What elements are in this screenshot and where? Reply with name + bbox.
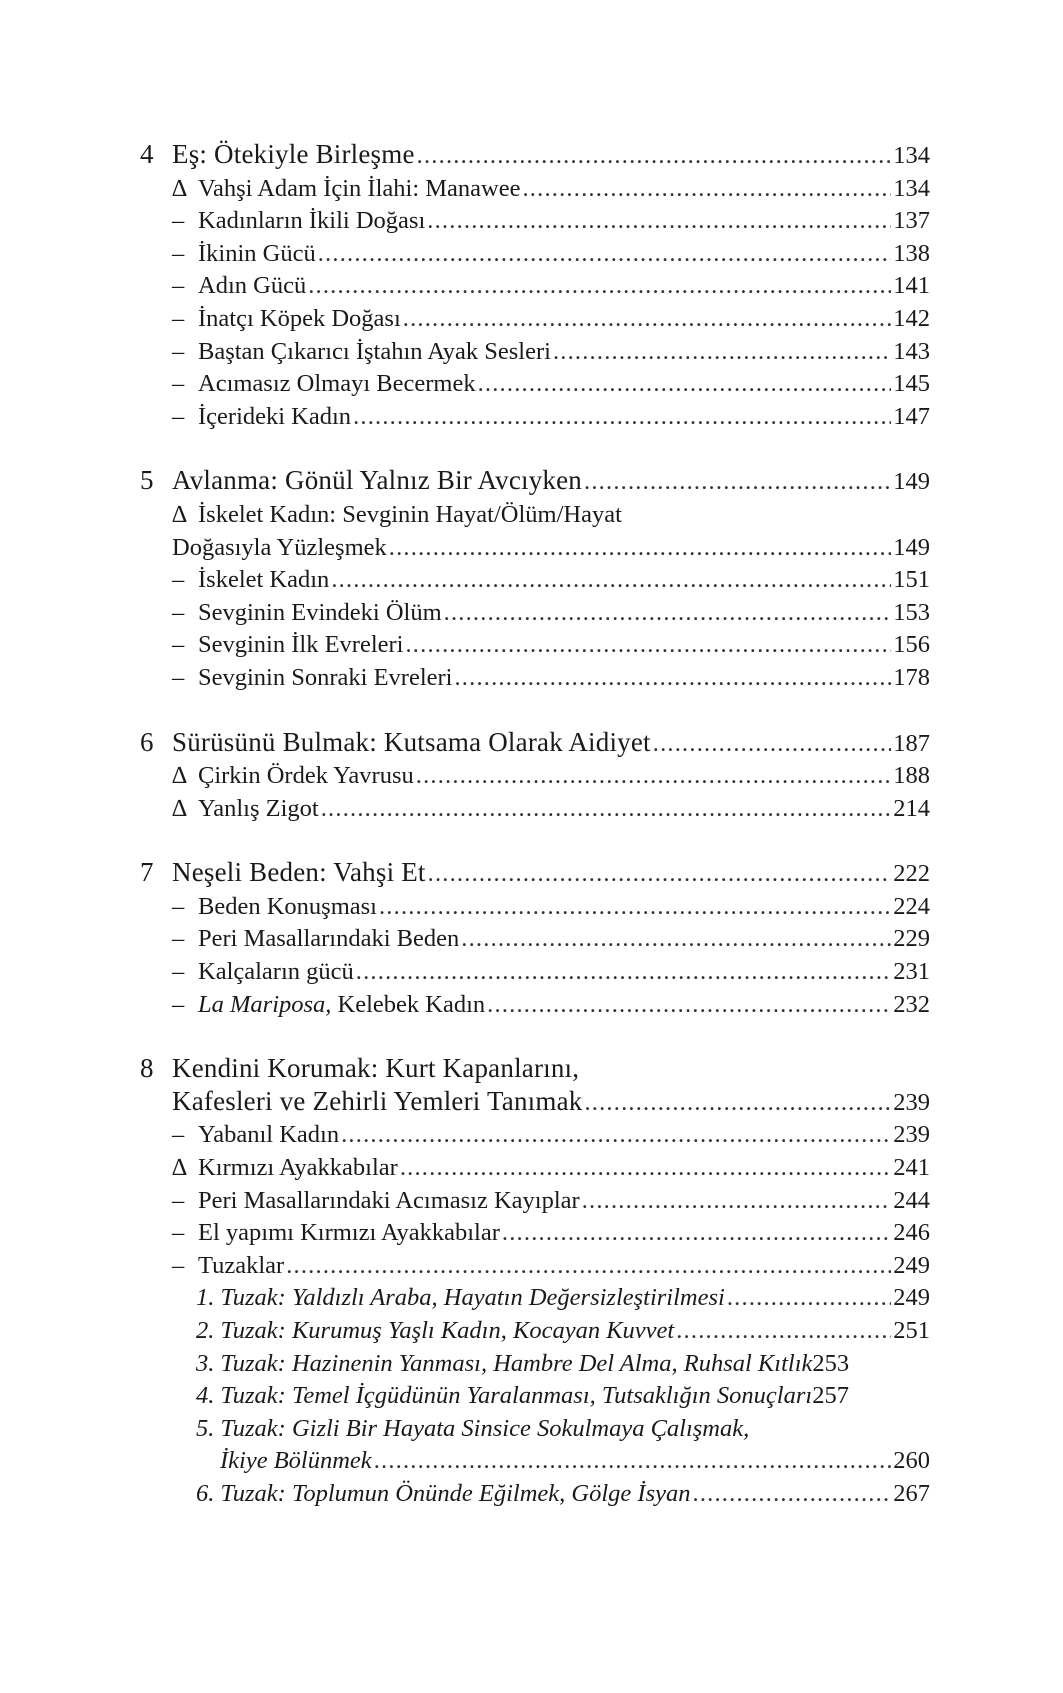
chapter-4 (140, 138, 930, 433)
toc-entry (140, 564, 930, 597)
entry-title: Yanlış Zigot (198, 794, 319, 822)
page-number: 260 (893, 1447, 930, 1475)
page-number: 134 (893, 142, 930, 169)
trap-title: 1. Tuzak: Yaldızlı Araba, Hayatın Değersizleştirilmesi (196, 1284, 725, 1312)
page-number: 187 (893, 729, 930, 757)
dot-leader (318, 238, 892, 271)
page-number: 149 (893, 468, 930, 496)
dot-leader (389, 532, 891, 565)
toc-entry (140, 303, 930, 336)
dash-marker: – (172, 304, 185, 332)
trap-entry (140, 1445, 930, 1478)
page-number: 239 (893, 1121, 930, 1149)
dot-leader (353, 401, 891, 434)
story-marker: ∆ (172, 1154, 187, 1182)
dash-marker: – (172, 958, 185, 986)
dash-marker: – (172, 663, 185, 691)
dot-leader (444, 597, 892, 630)
page-number: 251 (893, 1317, 930, 1344)
chapter-6 (140, 726, 930, 826)
page-number: 214 (893, 794, 930, 822)
dash-marker: – (172, 370, 185, 398)
trap-title: 6. Tuzak: Toplumun Önünde Eğilmek, Gölge İsyan (196, 1479, 691, 1507)
chapter-title-line1: Kendini Korumak: Kurt Kapanlarını, (172, 1053, 580, 1084)
story-marker: ∆ (172, 500, 187, 528)
entry-title: Çirkin Ördek Yavrusu (198, 762, 414, 790)
entry-title: İkinin Gücü (198, 239, 316, 267)
trap-entry (140, 1380, 930, 1413)
dash-marker: – (172, 1251, 185, 1279)
toc-entry (140, 532, 930, 565)
toc-entry (140, 891, 930, 924)
chapter-number: 6 (140, 726, 154, 757)
page-number: 244 (893, 1186, 930, 1214)
dash-marker: – (172, 892, 185, 920)
dash-marker: – (172, 631, 185, 659)
page-number: 149 (893, 533, 930, 561)
chapter-7 (140, 856, 930, 1021)
toc-entry (140, 401, 930, 434)
dot-leader (400, 1152, 891, 1185)
trap-title: 2. Tuzak: Kurumuş Yaşlı Kadın, Kocayan Kuvvet (196, 1317, 675, 1344)
page-number: 224 (893, 892, 930, 920)
chapter-title: Kafesleri ve Zehirli Yemleri Tanımak (172, 1085, 583, 1116)
page-number: 232 (893, 990, 930, 1018)
dot-leader (478, 368, 892, 401)
entry-title: Acımasız Olmayı Becermek (198, 370, 476, 398)
entry-title: Sevginin İlk Evreleri (198, 631, 404, 659)
toc-entry (140, 793, 930, 826)
dot-leader (341, 1119, 891, 1152)
page-number: 257 (812, 1382, 849, 1410)
chapter-number: 8 (140, 1053, 154, 1084)
dot-leader (502, 1217, 891, 1250)
entry-title: Doğasıyla Yüzleşmek (172, 533, 387, 561)
page-number: 267 (893, 1479, 930, 1507)
page-number: 239 (893, 1088, 930, 1116)
toc-entry (140, 336, 930, 369)
page-number: 141 (893, 272, 930, 300)
table-of-contents (140, 138, 930, 1542)
toc-entry (140, 760, 930, 793)
dot-leader (403, 303, 892, 336)
chapter-title: Avlanma: Gönül Yalnız Bir Avcıyken (172, 465, 583, 496)
trap-entry (140, 1348, 930, 1381)
dot-leader (428, 858, 892, 891)
chapter-title: Sürüsünü Bulmak: Kutsama Olarak Aidiyet (172, 726, 651, 757)
entry-title: Kalçaların gücü (198, 958, 354, 986)
toc-entry (140, 238, 930, 271)
dot-leader (286, 1250, 891, 1283)
entry-title: İskelet Kadın (198, 566, 330, 594)
story-marker: ∆ (172, 794, 187, 822)
dot-leader (454, 662, 891, 695)
chapter-number: 5 (140, 465, 154, 496)
dot-leader (487, 989, 891, 1022)
page-number: 231 (893, 958, 930, 986)
page-number: 137 (893, 207, 930, 235)
entry-title: Adın Gücü (198, 272, 307, 300)
page-number: 178 (893, 663, 930, 691)
trap-entry (140, 1315, 930, 1348)
dot-leader (321, 793, 892, 826)
trap-title: 3. Tuzak: Hazinenin Yanması, Hambre Del Alma, Ruhsal Kıtlık (196, 1349, 813, 1377)
page-number: 188 (893, 762, 930, 790)
chapter-heading (140, 726, 930, 761)
page-number: 156 (893, 631, 930, 659)
dash-marker: – (172, 272, 185, 300)
dot-leader (693, 1478, 892, 1511)
toc-entry (140, 629, 930, 662)
entry-title: Tuzaklar (198, 1251, 285, 1279)
trap-title-line1: 5. Tuzak: Gizli Bir Hayata Sinsice Sokulmaya Çalışmak, (196, 1414, 750, 1442)
entry-title: Beden Konuşması (198, 892, 377, 920)
dot-leader (417, 140, 892, 173)
entry-title: El yapımı Kırmızı Ayakkabılar (198, 1219, 500, 1247)
chapter-heading (140, 138, 930, 173)
dot-leader (553, 336, 891, 369)
dot-leader (582, 1185, 892, 1218)
dash-marker: – (172, 337, 185, 365)
page-number: 229 (893, 925, 930, 953)
entry-title-italic: La Mariposa, (198, 990, 332, 1018)
story-marker: ∆ (172, 174, 187, 202)
dot-leader (653, 728, 892, 761)
dot-leader (427, 205, 891, 238)
toc-entry (140, 173, 930, 206)
page-number: 142 (893, 304, 930, 332)
dash-marker: – (172, 990, 185, 1018)
entry-title: Sevginin Sonraki Evreleri (198, 663, 453, 691)
toc-entry (140, 989, 930, 1022)
entry-title: İçerideki Kadın (198, 402, 352, 430)
entry-title: Peri Masallarındaki Beden (198, 925, 460, 953)
story-marker: ∆ (172, 762, 187, 790)
trap-entry (140, 1282, 930, 1315)
entry-title: Kırmızı Ayakkabılar (198, 1154, 398, 1182)
chapter-heading-first-line (140, 1052, 930, 1085)
dot-leader (676, 1315, 891, 1348)
chapter-title: Eş: Ötekiyle Birleşme (172, 139, 415, 169)
dash-marker: – (172, 1186, 185, 1214)
entry-title: İnatçı Köpek Doğası (198, 304, 401, 332)
trap-title: 4. Tuzak: Temel İçgüdünün Yaralanması, Tutsaklığın Sonuçları (196, 1382, 813, 1410)
entry-title: Vahşi Adam İçin İlahi: Manawee (198, 174, 521, 202)
dash-marker: – (172, 1121, 185, 1149)
toc-entry (140, 956, 930, 989)
dash-marker: – (172, 566, 185, 594)
page-number: 147 (893, 402, 930, 430)
toc-entry (140, 205, 930, 238)
toc-entry (140, 1119, 930, 1152)
page-number: 153 (893, 598, 930, 626)
page-number: 253 (812, 1349, 850, 1377)
page-number: 134 (893, 174, 930, 202)
chapter-8 (140, 1052, 930, 1510)
chapter-number: 7 (140, 857, 154, 888)
page-number: 138 (893, 239, 930, 267)
entry-title-line1: İskelet Kadın: Sevginin Hayat/Ölüm/Hayat (198, 500, 622, 528)
toc-entry (140, 662, 930, 695)
dash-marker: – (172, 402, 185, 430)
dash-marker: – (172, 1219, 185, 1247)
dot-leader (727, 1282, 891, 1315)
dot-leader (584, 466, 891, 499)
toc-entry (140, 597, 930, 630)
dot-leader (416, 760, 892, 793)
dot-leader (356, 956, 891, 989)
dash-marker: – (172, 239, 185, 267)
chapter-heading (140, 464, 930, 499)
chapter-heading (140, 1085, 930, 1120)
page-number: 143 (893, 337, 930, 365)
entry-title: Peri Masallarındaki Acımasız Kayıplar (198, 1186, 580, 1214)
page-number: 249 (893, 1251, 930, 1279)
dot-leader (522, 173, 891, 206)
dash-marker: – (172, 925, 185, 953)
trap-title: İkiye Bölünmek (220, 1447, 372, 1475)
dash-marker: – (172, 207, 185, 235)
page-number: 145 (893, 370, 930, 398)
toc-entry (140, 1152, 930, 1185)
entry-title-rest: Kelebek Kadın (331, 990, 486, 1018)
dash-marker: – (172, 598, 185, 626)
chapter-heading (140, 856, 930, 891)
entry-title: Sevginin Evindeki Ölüm (198, 598, 442, 626)
chapter-5 (140, 464, 930, 694)
toc-entry (140, 368, 930, 401)
entry-title: Kadınların İkili Doğası (198, 207, 426, 235)
dot-leader (308, 270, 891, 303)
entry-title: Baştan Çıkarıcı İştahın Ayak Sesleri (198, 337, 551, 365)
trap-entry (140, 1478, 930, 1511)
page-number: 249 (893, 1284, 930, 1312)
dot-leader (461, 923, 891, 956)
trap-entry-first-line (140, 1413, 930, 1446)
dot-leader (584, 1087, 891, 1120)
page-number: 222 (893, 860, 930, 888)
entry-title: Yabanıl Kadın (198, 1121, 340, 1149)
toc-entry (140, 1185, 930, 1218)
page-number: 151 (893, 566, 930, 594)
dot-leader (331, 564, 891, 597)
page-number: 241 (893, 1154, 930, 1182)
entry-title (198, 989, 485, 1022)
toc-entry (140, 923, 930, 956)
toc-entry (140, 1250, 930, 1283)
toc-entry (140, 270, 930, 303)
chapter-number: 4 (140, 139, 154, 169)
toc-entry (140, 1217, 930, 1250)
dot-leader (374, 1445, 892, 1478)
toc-entry-first-line (140, 499, 930, 532)
chapter-title: Neşeli Beden: Vahşi Et (172, 857, 426, 888)
dot-leader (405, 629, 891, 662)
page-number: 246 (893, 1219, 930, 1247)
dot-leader (379, 891, 891, 924)
